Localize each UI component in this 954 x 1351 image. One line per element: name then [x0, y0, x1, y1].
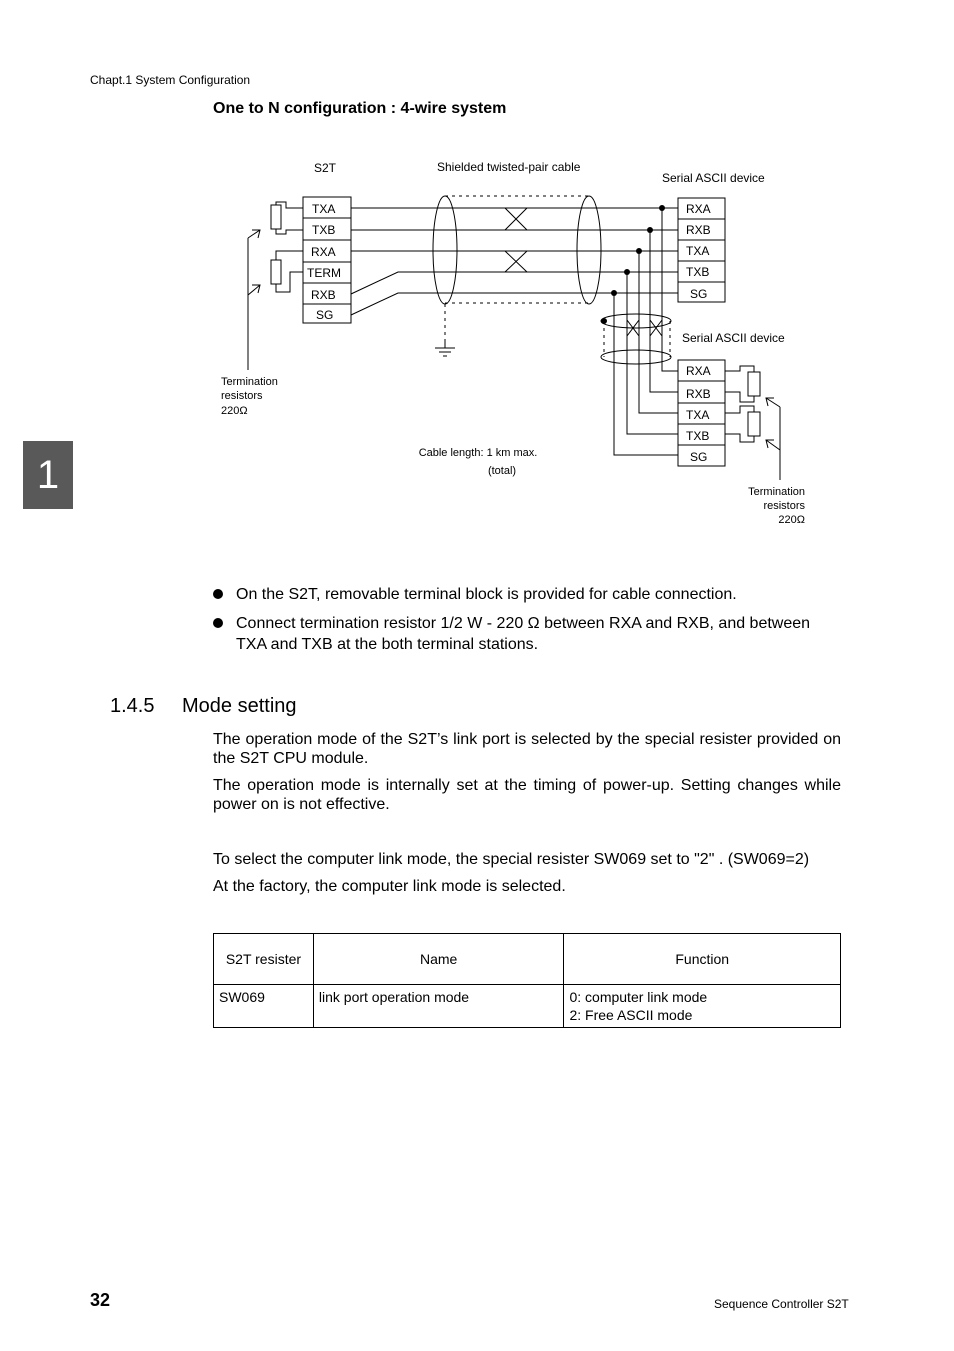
bullet-list	[213, 584, 841, 663]
junction-dots	[601, 205, 665, 324]
table-header-row	[214, 934, 841, 985]
register-cell: SW069	[214, 985, 314, 1028]
device2-terminal-label: SG	[690, 450, 708, 464]
paragraph: At the factory, the computer link mode is selected.	[213, 878, 566, 895]
bullet-icon	[213, 618, 223, 628]
device1-terminal-label: SG	[690, 287, 708, 301]
column-header: Name	[313, 934, 564, 985]
right-termination-text: Termination	[748, 486, 805, 498]
s2t-label: S2T	[314, 161, 337, 175]
device2-terminal-label: RXA	[686, 364, 711, 378]
list-item	[213, 584, 841, 605]
table-row	[214, 985, 841, 1028]
s2t-terminal-label: TXB	[312, 223, 336, 237]
list-item	[213, 613, 841, 655]
column-header: S2T resister	[214, 934, 314, 985]
section-title: Mode setting	[182, 695, 297, 717]
cable-length-total: (total)	[487, 465, 517, 477]
drop-wires	[601, 208, 678, 455]
bullet-text: On the S2T, removable terminal block is provided for cable connection.	[236, 586, 737, 603]
left-termination-resistors	[248, 202, 303, 370]
running-header: Chapt.1 System Configuration	[90, 73, 251, 87]
device2-label: Serial ASCII device	[682, 331, 785, 345]
name-cell: link port operation mode	[313, 985, 564, 1028]
footer-product: Sequence Controller S2T	[714, 1297, 849, 1311]
wiring-diagram	[200, 150, 820, 540]
function-cell	[564, 985, 841, 1028]
s2t-terminal-label: TXA	[312, 202, 336, 216]
right-termination-text: resistors	[763, 500, 805, 512]
right-termination-text: 220Ω	[778, 514, 805, 526]
main-cable-wires	[351, 196, 678, 356]
cable-length-text: Cable length: 1 km max.	[418, 447, 538, 459]
s2t-terminal-label: TERM	[307, 266, 341, 280]
page-number: 32	[90, 1290, 111, 1310]
chapter-tab: 1	[23, 441, 73, 509]
device2-terminal-label: TXB	[686, 429, 710, 443]
column-header: Function	[564, 934, 841, 985]
device2-terminal-label: RXB	[686, 387, 711, 401]
section-number: 1.4.5	[110, 695, 155, 717]
s2t-terminal-label: RXB	[311, 288, 336, 302]
bullet-text: Connect termination resistor 1/2 W - 220 Ω between RXA and RXB, and between TXA and TXB at the both terminal stations.	[236, 615, 811, 653]
left-termination-text: resistors	[221, 390, 263, 402]
s2t-terminal-label: SG	[316, 308, 334, 322]
s2t-terminal-label: RXA	[311, 245, 336, 259]
device1-terminal-label: TXA	[686, 244, 710, 258]
left-termination-text: 220Ω	[221, 405, 248, 417]
right-termination-resistors	[725, 366, 780, 480]
left-termination-text: Termination	[221, 376, 278, 388]
device1-label: Serial ASCII device	[662, 171, 765, 185]
function-line: 0: computer link mode	[569, 989, 708, 1005]
paragraph: The operation mode of the S2T’s link port is selected by the special resister provided on the S2T CPU module.	[213, 731, 841, 767]
register-table	[213, 933, 841, 1028]
cable-label: Shielded twisted-pair cable	[437, 160, 581, 174]
paragraph: To select the computer link mode, the special resister SW069 set to "2" . (SW069=2)	[213, 851, 810, 868]
device2-terminal-label: TXA	[686, 408, 710, 422]
device1-terminal-label: TXB	[686, 265, 710, 279]
paragraph: The operation mode is internally set at the timing of power-up. Setting changes while power on is not effective.	[213, 777, 841, 813]
figure-title: One to N configuration : 4-wire system	[213, 100, 507, 117]
device1-terminal-label: RXA	[686, 202, 711, 216]
function-line: 2: Free ASCII mode	[569, 1007, 693, 1023]
bullet-icon	[213, 589, 223, 599]
device1-terminal-label: RXB	[686, 223, 711, 237]
